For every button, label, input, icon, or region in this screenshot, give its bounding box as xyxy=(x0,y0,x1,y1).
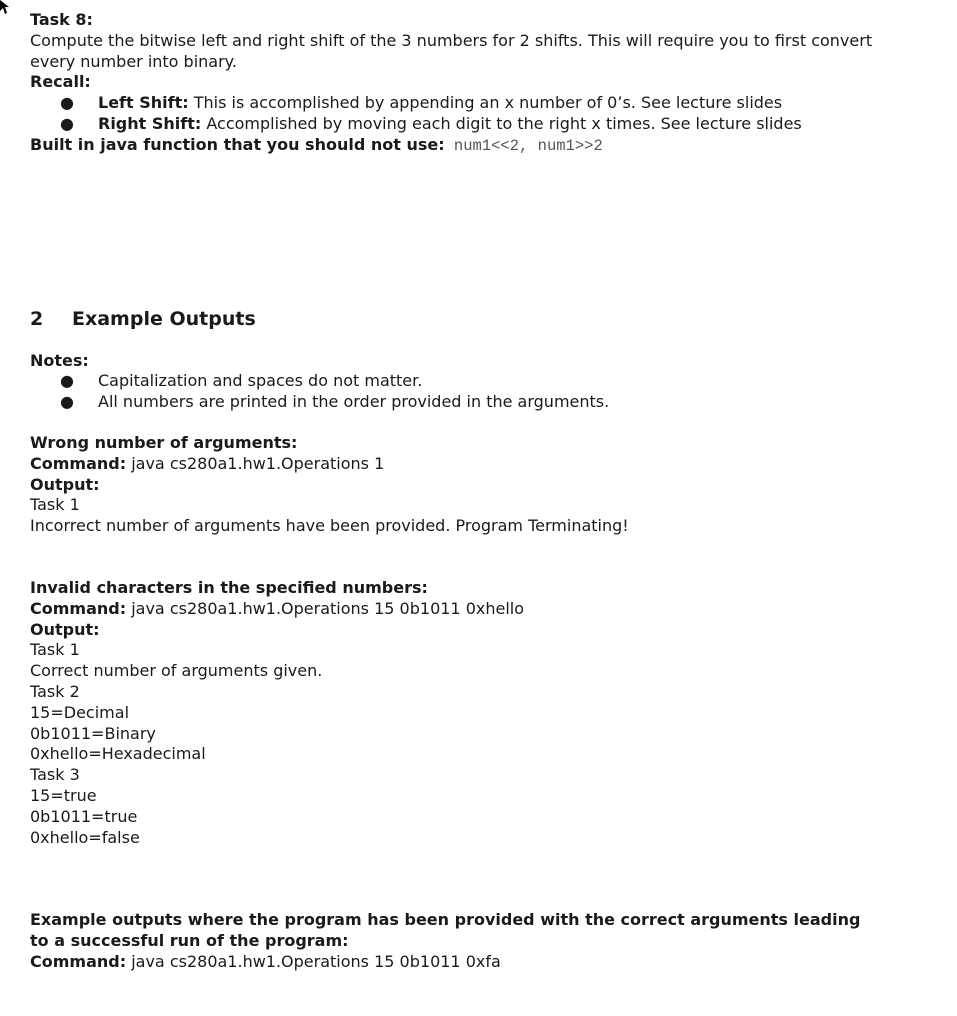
output-line: 0xhello=false xyxy=(30,827,140,847)
list-item xyxy=(30,93,930,114)
builtin-code: num1<<2, num1>>2 xyxy=(444,136,603,155)
command-text: java cs280a1.hw1.Operations 15 0b1011 0xfa xyxy=(126,951,501,971)
output-label: Output: xyxy=(30,474,100,494)
command-label: Command: xyxy=(30,598,127,618)
wrong-args-command-line xyxy=(30,454,930,475)
notes-list xyxy=(30,371,930,413)
invalid-chars-heading: Invalid characters in the specified numbers: xyxy=(30,577,428,597)
notes-label: Notes: xyxy=(30,350,89,370)
note-text: All numbers are printed in the order provided in the arguments. xyxy=(98,392,610,412)
command-label: Command: xyxy=(30,951,127,971)
output-line: 15=Decimal xyxy=(30,702,130,722)
left-shift-text: This is accomplished by appending an x number of 0’s. See lecture slides xyxy=(188,93,783,113)
output-line: Task 1 xyxy=(30,640,80,660)
invalid-chars-command-line xyxy=(30,599,930,620)
output-line: Incorrect number of arguments have been provided. Program Terminating! xyxy=(30,516,629,536)
output-line: 15=true xyxy=(30,785,97,805)
bullet-icon: ● xyxy=(60,93,74,113)
output-line: Task 1 xyxy=(30,495,80,515)
task8-description-line1: Compute the bitwise left and right shift of the 3 numbers for 2 shifts. This will require you to first convert xyxy=(30,30,873,50)
output-line: 0b1011=Binary xyxy=(30,723,156,743)
right-shift-text: Accomplished by moving each digit to the right x times. See lecture slides xyxy=(201,113,802,133)
output-line: Correct number of arguments given. xyxy=(30,661,323,681)
output-line: Task 3 xyxy=(30,765,80,785)
section-title: Example Outputs xyxy=(72,307,256,330)
success-heading-line2: to a successful run of the program: xyxy=(30,931,349,951)
output-line: 0xhello=Hexadecimal xyxy=(30,744,206,764)
success-heading-line1: Example outputs where the program has been provided with the correct arguments leading xyxy=(30,910,861,930)
bullet-icon: ● xyxy=(60,113,74,133)
left-shift-label: Left Shift: xyxy=(98,93,189,113)
command-text: java cs280a1.hw1.Operations 15 0b1011 0xhello xyxy=(126,598,524,618)
output-line: 0b1011=true xyxy=(30,806,138,826)
command-label: Command: xyxy=(30,453,127,473)
task8-title: Task 8: xyxy=(30,10,93,29)
output-label: Output: xyxy=(30,619,100,639)
recall-label: Recall: xyxy=(30,72,91,92)
bullet-icon: ● xyxy=(60,371,74,391)
builtin-label: Built in java function that you should not use: xyxy=(30,134,445,154)
list-item xyxy=(30,371,930,392)
command-text: java cs280a1.hw1.Operations 1 xyxy=(126,453,385,473)
output-line: Task 2 xyxy=(30,681,80,701)
task8-description-line2: every number into binary. xyxy=(30,51,237,71)
note-text: Capitalization and spaces do not matter. xyxy=(98,371,423,391)
recall-list xyxy=(30,93,930,135)
section-number: 2 xyxy=(30,307,44,330)
bullet-icon: ● xyxy=(60,392,74,412)
list-item xyxy=(30,392,930,413)
builtin-function-line xyxy=(30,135,930,157)
mouse-cursor-icon xyxy=(0,0,12,14)
right-shift-label: Right Shift: xyxy=(98,113,202,133)
list-item xyxy=(30,114,930,135)
document-page xyxy=(30,10,930,973)
section-heading xyxy=(30,307,930,331)
wrong-args-heading: Wrong number of arguments: xyxy=(30,432,298,452)
success-command-line xyxy=(30,952,930,973)
